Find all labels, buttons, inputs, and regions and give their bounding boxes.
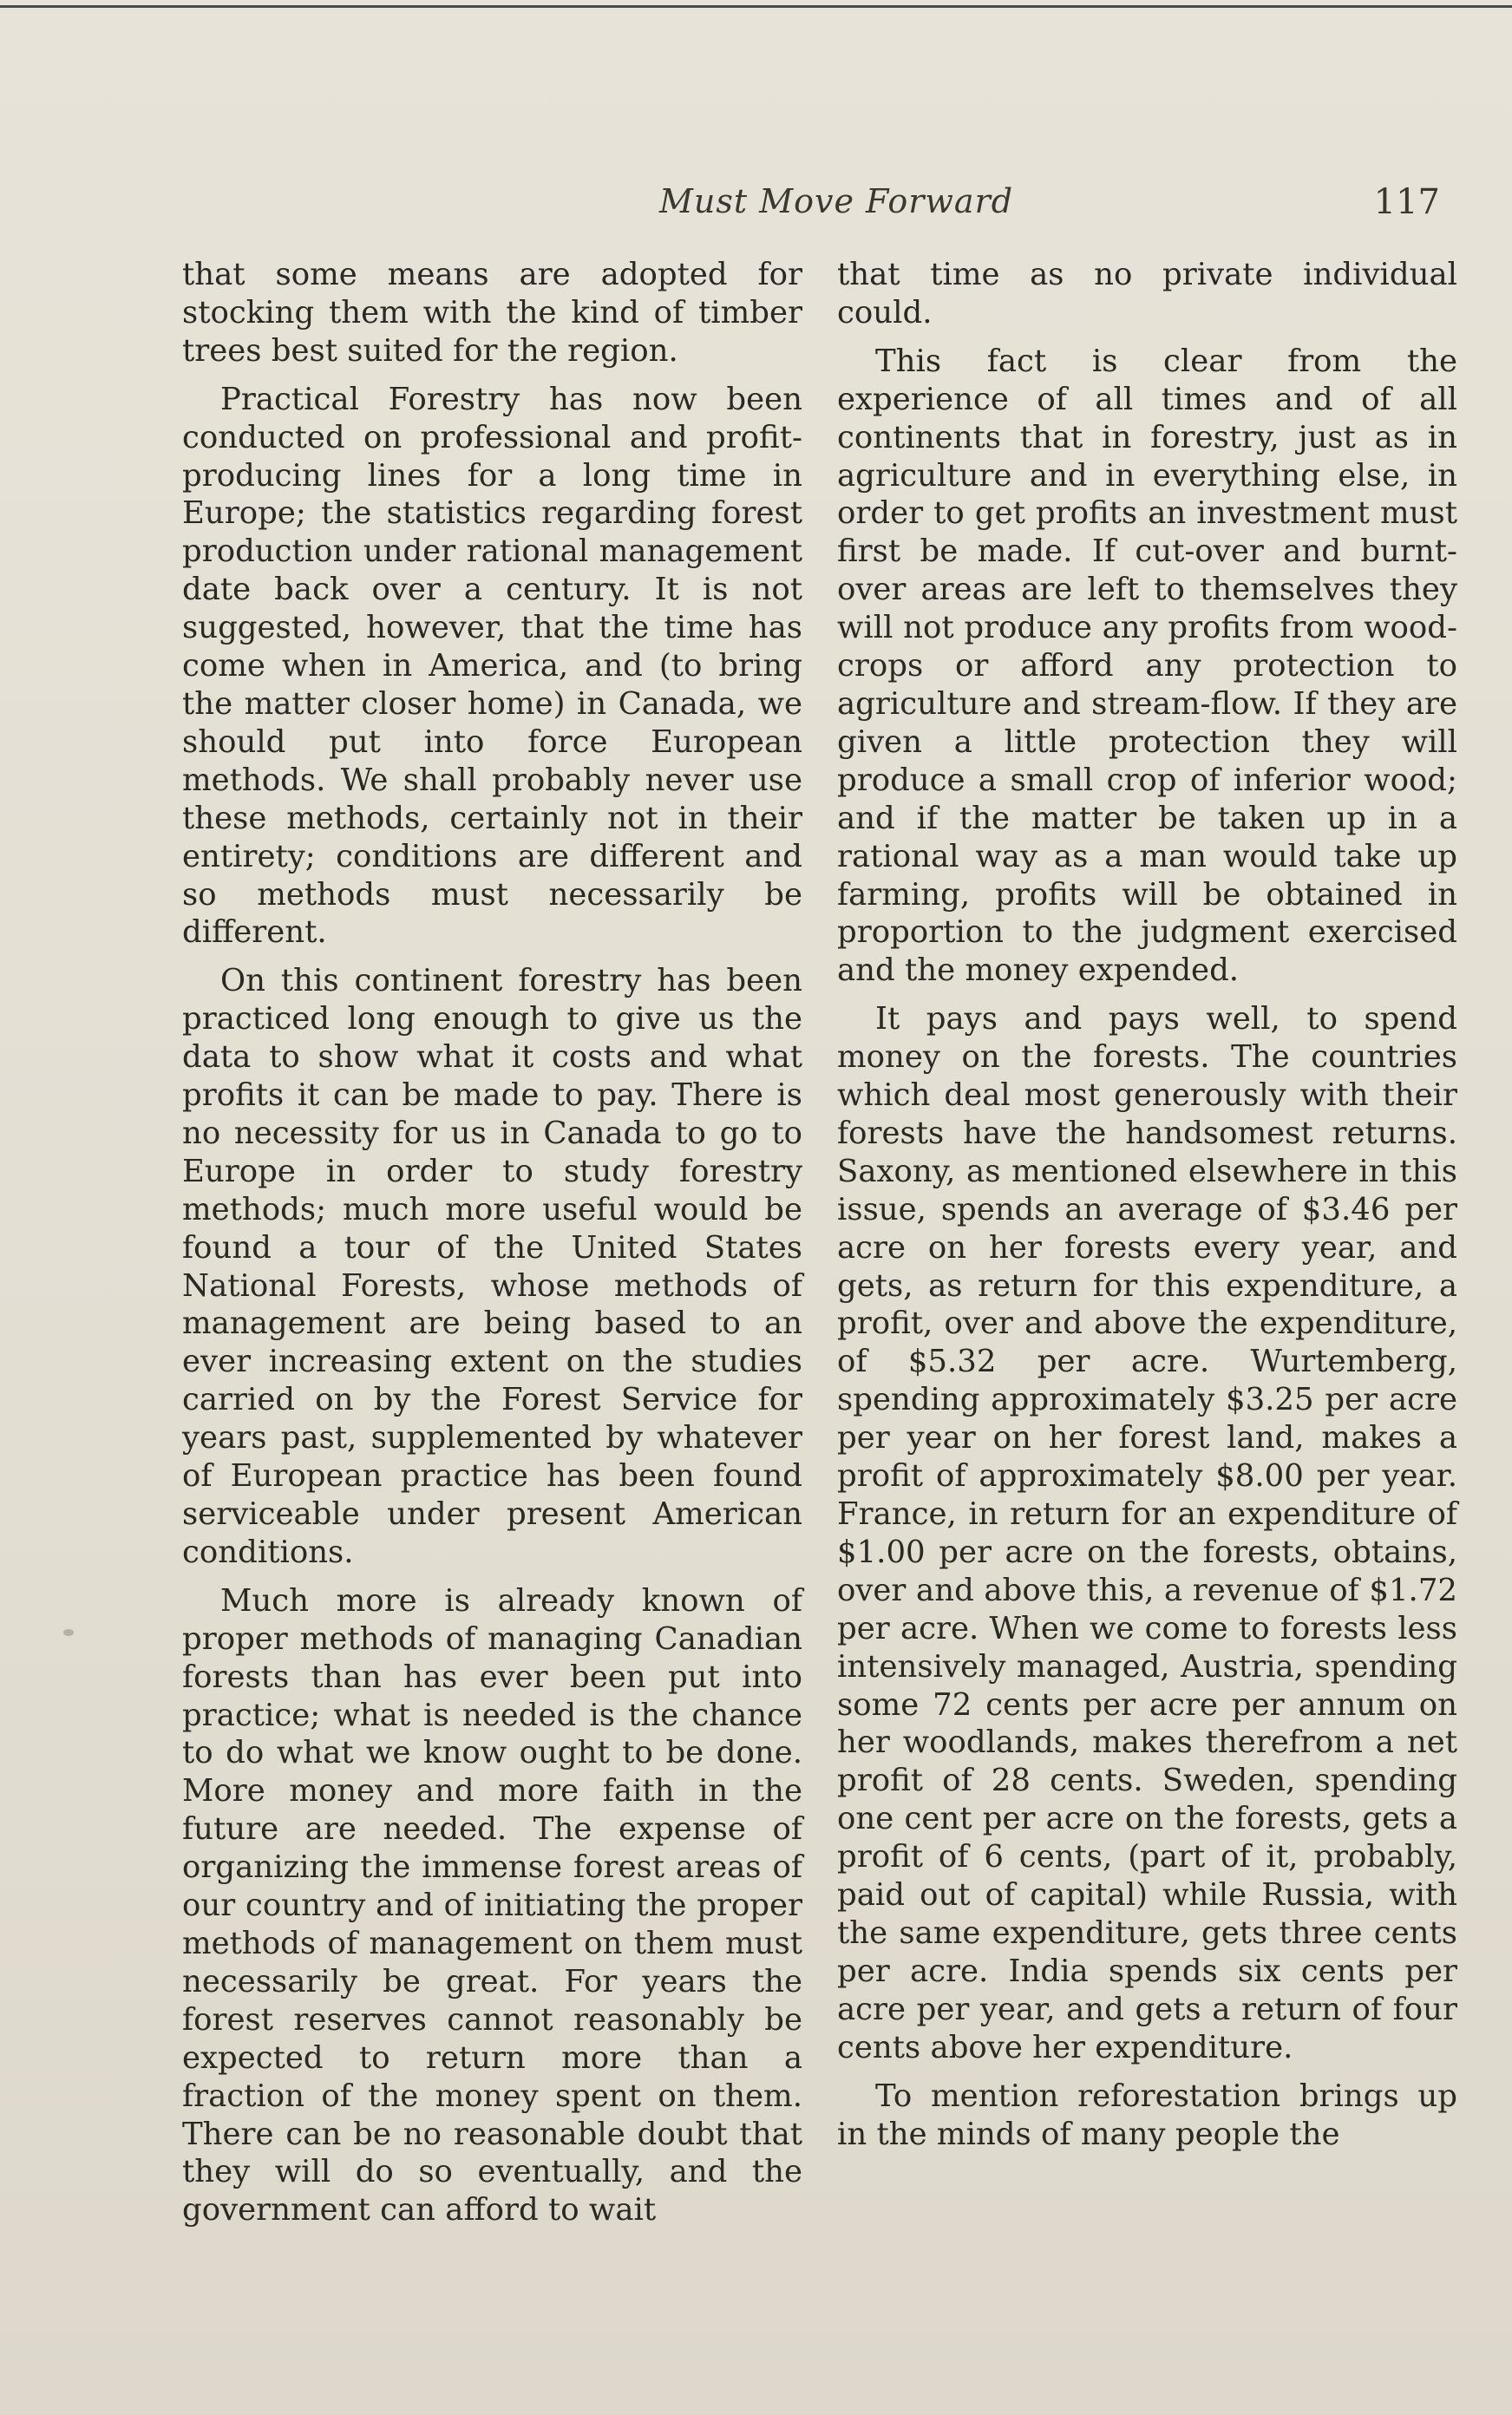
paragraph: Practical Forestry has now been conducted on professional and profit-producing lines for a long time in Europe; the statistics regarding forest production under rational management date back over a century. It is not suggested, however, that the time has come when in America, and (to bring the matter closer home) in Canada, we should put into force European methods. We shall probably never use these methods, certainly not in their entirety; conditions are different and so methods must necessarily be different. <box>182 381 802 951</box>
page-header <box>659 182 1440 234</box>
paragraph: To mention reforestation brings up in the minds of many people the <box>837 2078 1457 2152</box>
paper-speck <box>63 1629 74 1636</box>
paragraph: This fact is clear from the experience of all times and of all continents that in forestry, just as in agriculture and in everything else, in order to get profits an investment must first be made. If cut-over and burnt-over areas are left to themselves they will not produce any profits from wood-crops or afford any protection to agriculture and stream-flow. If they are given a little protection they will produce a small crop of inferior wood; and if the matter be taken up in a rational way as a man would take up farming, profits will be obtained in proportion to the judgment exercised and the money expended. <box>837 343 1457 989</box>
paragraph: It pays and pays well, to spend money on the forests. The countries which deal most generously with their forests have the handsomest returns. Saxony, as mentioned elsewhere in this issue, spends an average of $3.46 per acre on her forests every year, and gets, as return for this expenditure, a profit, over and above the expenditure, of $5.32 per acre. Wurtemberg, spending approximately $3.25 per acre per year on her forest land, makes a profit of approximately $8.00 per year. France, in return for an expenditure of $1.00 per acre on the forests, obtains, over and above this, a revenue of $1.72 per acre. When we come to forests less intensively managed, Austria, spending some 72 cents per acre per annum on her woodlands, makes therefrom a net profit of 28 cents. Sweden, spending one cent per acre on the forests, gets a profit of 6 cents, (part of it, probably, paid out of capital) while Russia, with the same expenditure, gets three cents per acre. India spends six cents per acre per year, and gets a return of four cents above her expenditure. <box>837 1001 1457 2065</box>
page-number: 117 <box>1373 182 1440 222</box>
top-edge-rule <box>0 5 1512 8</box>
paragraph: Much more is already known of proper methods of managing Canadian forests than has ever been put into practice; what is needed is the chance to do what we know ought to be done. More money and more faith in the future are needed. The expense of organizing the immense forest areas of our country and of initiating the proper methods of management on them must necessarily be great. For years the forest reserves cannot reasonably be expected to return more than a fraction of the money spent on them. There can be no reasonable doubt that they will do so eventually, and the government can afford to wait <box>182 1582 802 2228</box>
paragraph: On this continent forestry has been practiced long enough to give us the data to show what it costs and what profits it can be made to pay. There is no necessity for us in Canada to go to Europe in order to study forestry methods; much more useful would be found a tour of the United States National Forests, whose methods of management are being based to an ever increasing extent on the studies carried on by the Forest Service for years past, supplemented by whatever of European practice has been found serviceable under present American conditions. <box>182 963 802 1570</box>
running-title: Must Move Forward <box>659 182 1014 220</box>
paragraph: that some means are adopted for stocking them with the kind of timber trees best suited for the region. <box>182 257 802 369</box>
left-column <box>182 256 802 2229</box>
right-column <box>837 256 1457 2153</box>
paragraph: that time as no private individual could. <box>837 257 1457 331</box>
